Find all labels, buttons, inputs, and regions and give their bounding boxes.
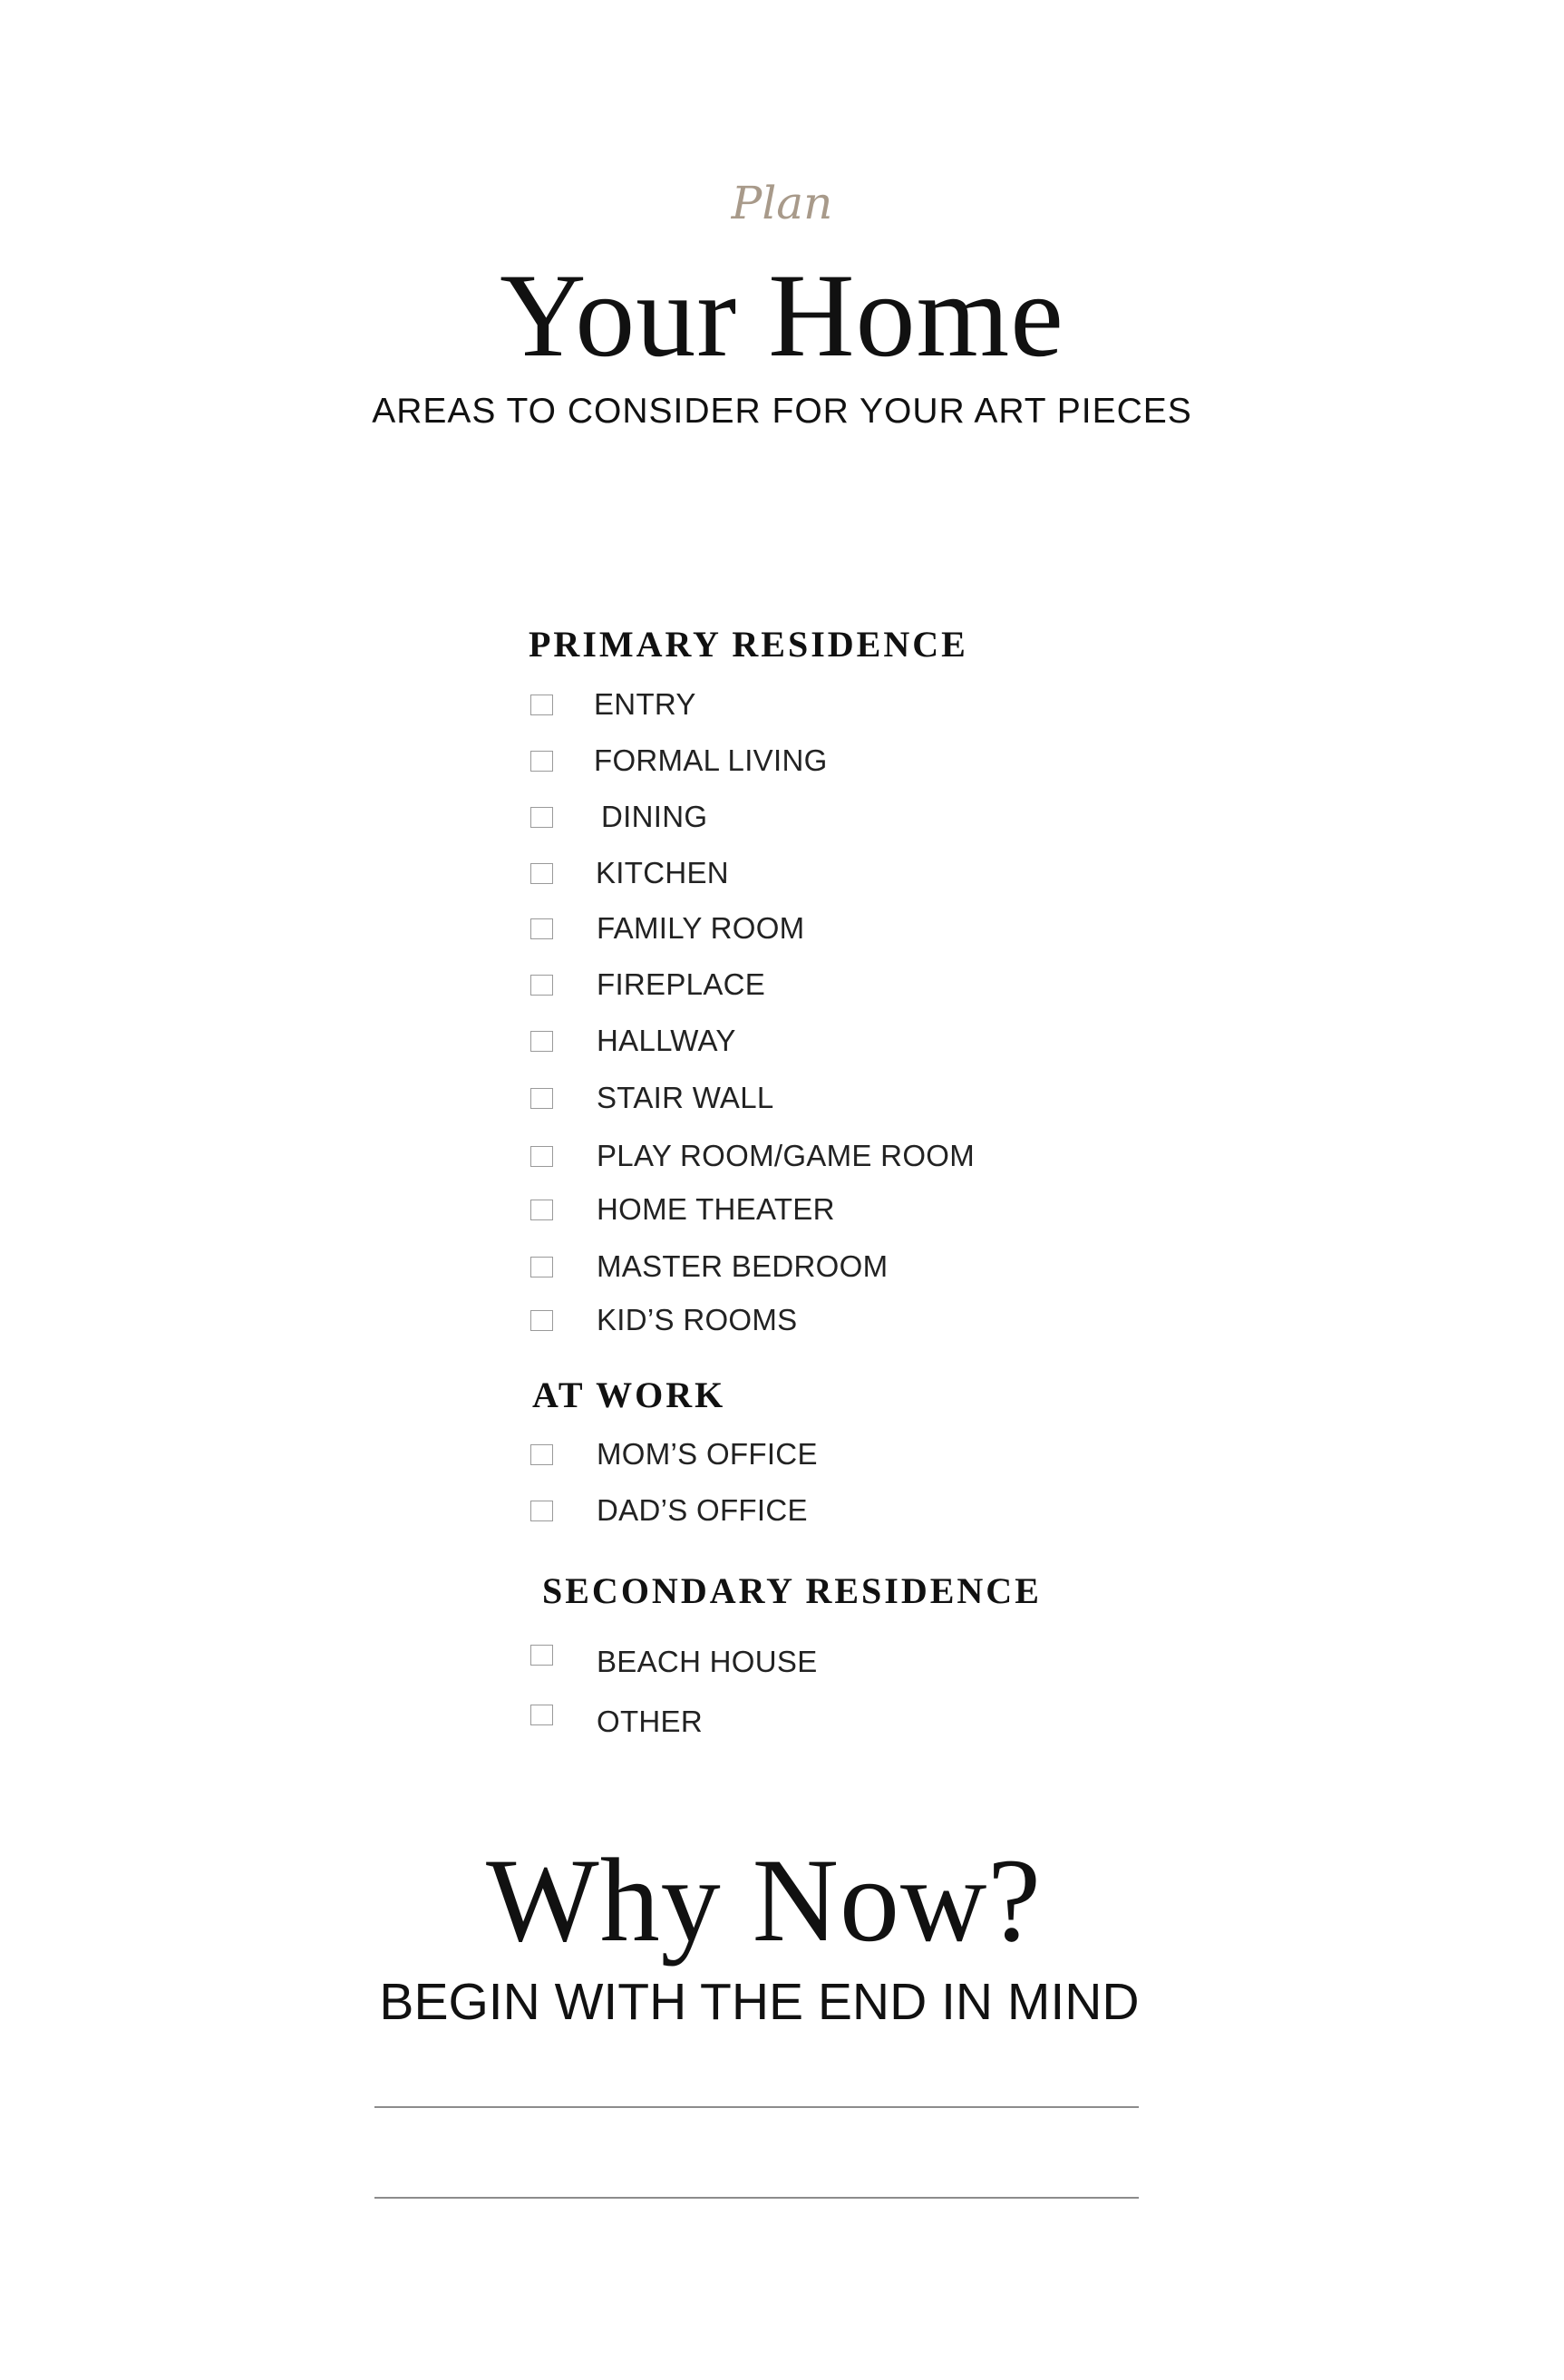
checkbox[interactable]	[530, 1088, 553, 1109]
checkbox[interactable]	[530, 1705, 553, 1725]
checklist-item[interactable]	[530, 1080, 774, 1116]
section-heading-primary-residence: PRIMARY RESIDENCE	[529, 624, 968, 665]
checklist-item[interactable]	[530, 1644, 818, 1680]
checkbox[interactable]	[530, 1501, 553, 1521]
checklist-item-label: FIREPLACE	[597, 967, 766, 1001]
checkbox[interactable]	[530, 807, 553, 828]
checkbox[interactable]	[530, 695, 553, 715]
checkbox[interactable]	[530, 1146, 553, 1167]
section-heading-at-work: AT WORK	[532, 1375, 726, 1415]
checklist-item-label: KID’S ROOMS	[597, 1303, 798, 1336]
checklist-item-label: HALLWAY	[597, 1024, 736, 1057]
checkbox[interactable]	[530, 1200, 553, 1220]
why-now-subtitle: BEGIN WITH THE END IN MIND	[379, 1973, 1140, 2031]
checklist-item-label: BEACH HOUSE	[597, 1645, 818, 1678]
checklist-item[interactable]	[530, 1492, 808, 1529]
checklist-item[interactable]	[530, 799, 707, 835]
page-subtitle: AREAS TO CONSIDER FOR YOUR ART PIECES	[372, 392, 1192, 431]
checklist-item[interactable]	[530, 1436, 818, 1472]
checklist-item-label: MASTER BEDROOM	[597, 1249, 889, 1283]
checkbox[interactable]	[530, 1257, 553, 1277]
checklist-item[interactable]	[530, 686, 696, 723]
why-now-title: Why Now?	[486, 1833, 1042, 1967]
section-heading-secondary-residence: SECONDARY RESIDENCE	[542, 1570, 1042, 1611]
page-title: Your Home	[500, 248, 1064, 382]
checklist-item[interactable]	[530, 1248, 888, 1285]
checklist-item[interactable]	[530, 910, 804, 947]
checklist-item-label: HOME THEATER	[597, 1192, 835, 1226]
checklist-item-label: DAD’S OFFICE	[597, 1493, 808, 1527]
checklist-item[interactable]	[530, 743, 828, 779]
checkbox[interactable]	[530, 863, 553, 884]
checkbox[interactable]	[530, 975, 553, 996]
checklist-item[interactable]	[530, 1191, 835, 1228]
checklist-item-label: ENTRY	[594, 687, 696, 721]
checklist-item-label: PLAY ROOM/GAME ROOM	[597, 1139, 976, 1172]
writing-line	[374, 2197, 1139, 2199]
checklist-item-label: FAMILY ROOM	[597, 911, 805, 945]
checklist-item-label: DINING	[601, 800, 708, 833]
checklist-item[interactable]	[530, 1302, 798, 1338]
checkbox[interactable]	[530, 1031, 553, 1052]
checkbox[interactable]	[530, 1310, 553, 1331]
checklist-item-label: MOM’S OFFICE	[597, 1437, 818, 1471]
checkbox[interactable]	[530, 918, 553, 939]
checklist-item[interactable]	[530, 1138, 975, 1174]
checklist-item[interactable]	[530, 1704, 703, 1740]
checkbox[interactable]	[530, 1444, 553, 1465]
checklist-item[interactable]	[530, 967, 765, 1003]
checkbox[interactable]	[530, 1645, 553, 1666]
writing-line	[374, 2106, 1139, 2108]
checklist-item[interactable]	[530, 855, 729, 891]
checklist-item-label: OTHER	[597, 1705, 703, 1738]
checkbox[interactable]	[530, 751, 553, 772]
checklist-item-label: FORMAL LIVING	[594, 743, 828, 777]
eyebrow-plan: Plan	[731, 177, 833, 229]
checklist-item[interactable]	[530, 1023, 736, 1059]
checklist-item-label: KITCHEN	[596, 856, 729, 889]
checklist-item-label: STAIR WALL	[597, 1081, 774, 1114]
